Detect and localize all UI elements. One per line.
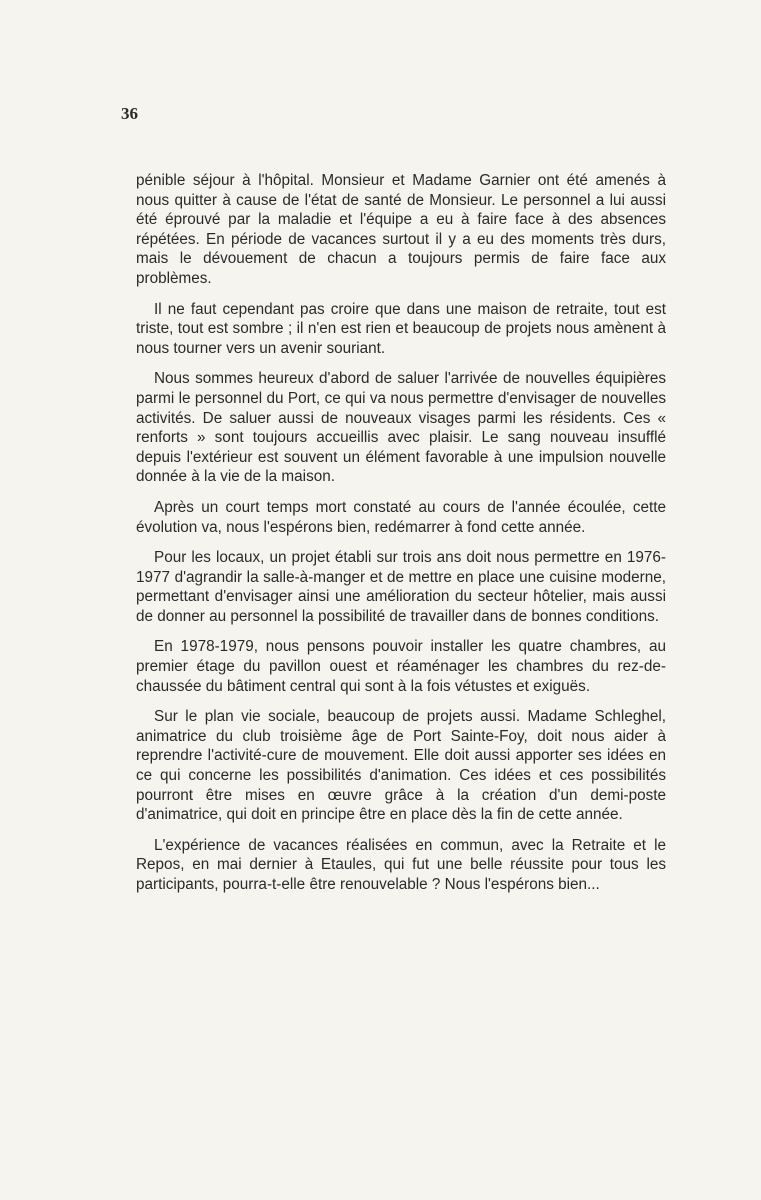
paragraph-holidays: L'expérience de vacances réalisées en commun, avec la Retraite et le Repos, en mai dernier à Etaules, qui fut une belle réussite pour tous les participants, pourra-t-elle être renouvelable ? Nous l'espérons bien... xyxy=(136,836,666,893)
page-number: 36 xyxy=(121,104,138,123)
paragraph-rooms: En 1978-1979, nous pensons pouvoir installer les quatre chambres, au premier étage du pavillon ouest et réaménager les chambres du rez-de-chaussée du bâtiment central qui sont à la fois vétustes et exiguës. xyxy=(136,638,666,695)
paragraph-new-staff: Nous sommes heureux d'abord de saluer l'arrivée de nouvelles équipières parmi le personnel du Port, ce qui va nous permettre d'envisager de nouvelles activités. De saluer aussi de nouveaux visages parmi les résidents. Ces « renforts » sont toujours accueillis avec plaisir. Le sang nouveau insufflé depuis l'extérieur est souvent un élément favorable à une impulsion nouvelle donnée à la vie de la maison. xyxy=(136,370,666,486)
paragraph-continuation: pénible séjour à l'hôpital. Monsieur et Madame Garnier ont été amenés à nous quitter à cause de l'état de santé de Monsieur. Le personnel a lui aussi été éprouvé par la maladie et l'équipe a eu à faire face à des absences répétées. En période de vacances surtout il y a eu des moments très durs, mais le dévouement de chacun a toujours permis de faire face aux problèmes. xyxy=(136,172,666,287)
body-text xyxy=(136,171,666,906)
paragraph-social-life: Sur le plan vie sociale, beaucoup de projets aussi. Madame Schleghel, animatrice du club troisième âge de Port Sainte-Foy, doit nous aider à reprendre l'activité-cure de mouvement. Elle doit aussi apporter ses idées en ce qui concerne les possibilités d'animation. Ces idées et ces possibilités pourront être mises en œuvre grâce à la création d'un demi-poste d'animatrice, qui doit en principe être en place dès la fin de cette année. xyxy=(136,708,666,824)
paragraph-retirement-home: Il ne faut cependant pas croire que dans une maison de retraite, tout est triste, tout est sombre ; il n'en est rien et beaucoup de projets nous amènent à nous tourner vers un avenir souriant. xyxy=(136,300,666,357)
paragraph-premises: Pour les locaux, un projet établi sur trois ans doit nous permettre en 1976-1977 d'agrandir la salle-à-manger et de mettre en place une cuisine moderne, permettant d'envisager ainsi une amélioration du secteur hôtelier, mais aussi de donner au personnel la possibilité de travailler dans de bonnes conditions. xyxy=(136,549,666,625)
paragraph-evolution: Après un court temps mort constaté au cours de l'année écoulée, cette évolution va, nous l'espérons bien, redémarrer à fond cette année. xyxy=(136,498,666,536)
